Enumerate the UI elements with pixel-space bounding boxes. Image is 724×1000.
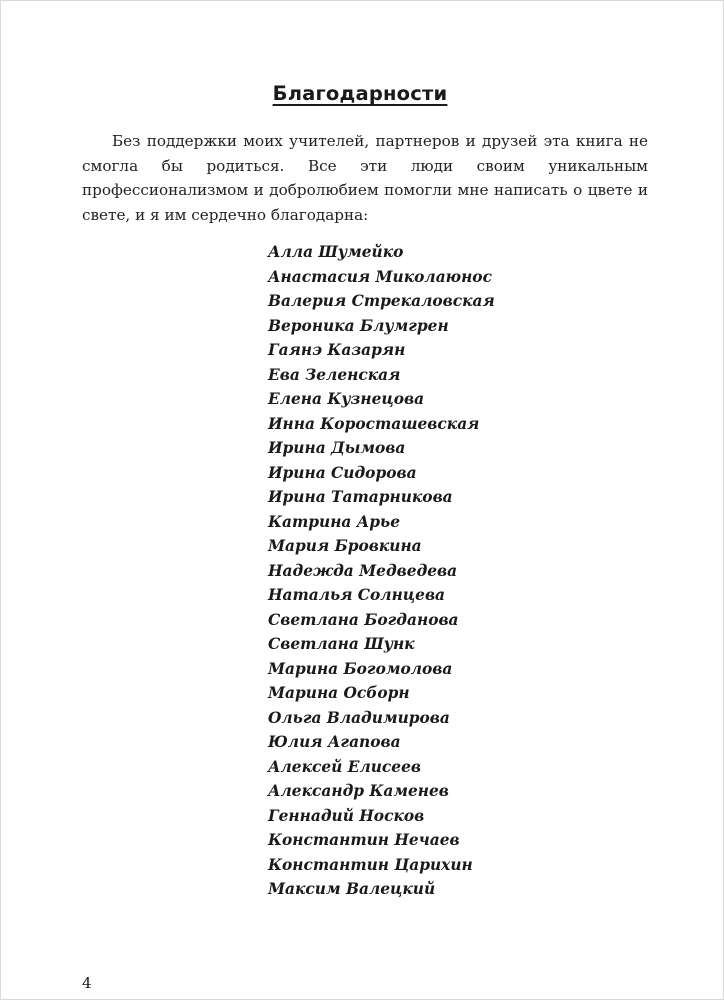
name-item: Вероника Блумгрен	[268, 316, 449, 335]
name-item: Елена Кузнецова	[268, 390, 425, 408]
name-item: Марина Богомолова	[268, 659, 453, 678]
name-item: Ирина Дымова	[268, 439, 406, 457]
name-item: Ирина Татарникова	[268, 488, 453, 506]
name-item: Гаянэ Казарян	[268, 341, 406, 359]
name-item: Светлана Шунк	[268, 635, 415, 653]
page-title-text: Благодарности	[272, 82, 448, 105]
name-item: Инна Короcташевская	[268, 414, 480, 433]
name-item: Максим Валецкий	[268, 880, 436, 898]
name-item: Константин Нечаев	[268, 831, 460, 849]
name-item: Наталья Солнцева	[268, 586, 446, 604]
name-item: Катрина Арье	[268, 512, 401, 531]
name-item: Александр Каменев	[268, 782, 449, 800]
name-item: Юлия Агапова	[268, 733, 401, 751]
name-item: Мария Бровкина	[268, 537, 422, 555]
name-item: Ирина Сидорова	[268, 463, 417, 482]
name-item: Алла Шумейко	[268, 243, 404, 261]
name-item: Константин Царихин	[268, 855, 473, 874]
name-item: Анастасия Миколаюнос	[268, 267, 492, 286]
name-item: Марина Осборн	[268, 684, 410, 702]
name-item: Валерия Стрекаловская	[268, 292, 495, 310]
name-item: Алексей Елисеев	[268, 757, 421, 776]
name-item: Ольга Владимирова	[268, 708, 450, 727]
intro-paragraph: Без поддержки моих учителей, партнеров и друзей эта книга не смогла бы родиться. Все эти люди своим уникальным профессионализмом и добролюбием помогли мне написать о цвете и свете, и я им сердечно благодарна:	[82, 132, 648, 224]
page-number: 4	[82, 974, 92, 992]
name-item: Надежда Медведева	[268, 561, 458, 580]
name-item: Светлана Богданова	[268, 610, 459, 629]
page-title	[0, 82, 724, 105]
names-list	[268, 240, 495, 902]
name-item: Ева Зеленская	[268, 365, 401, 384]
name-item: Геннадий Носков	[268, 806, 425, 825]
